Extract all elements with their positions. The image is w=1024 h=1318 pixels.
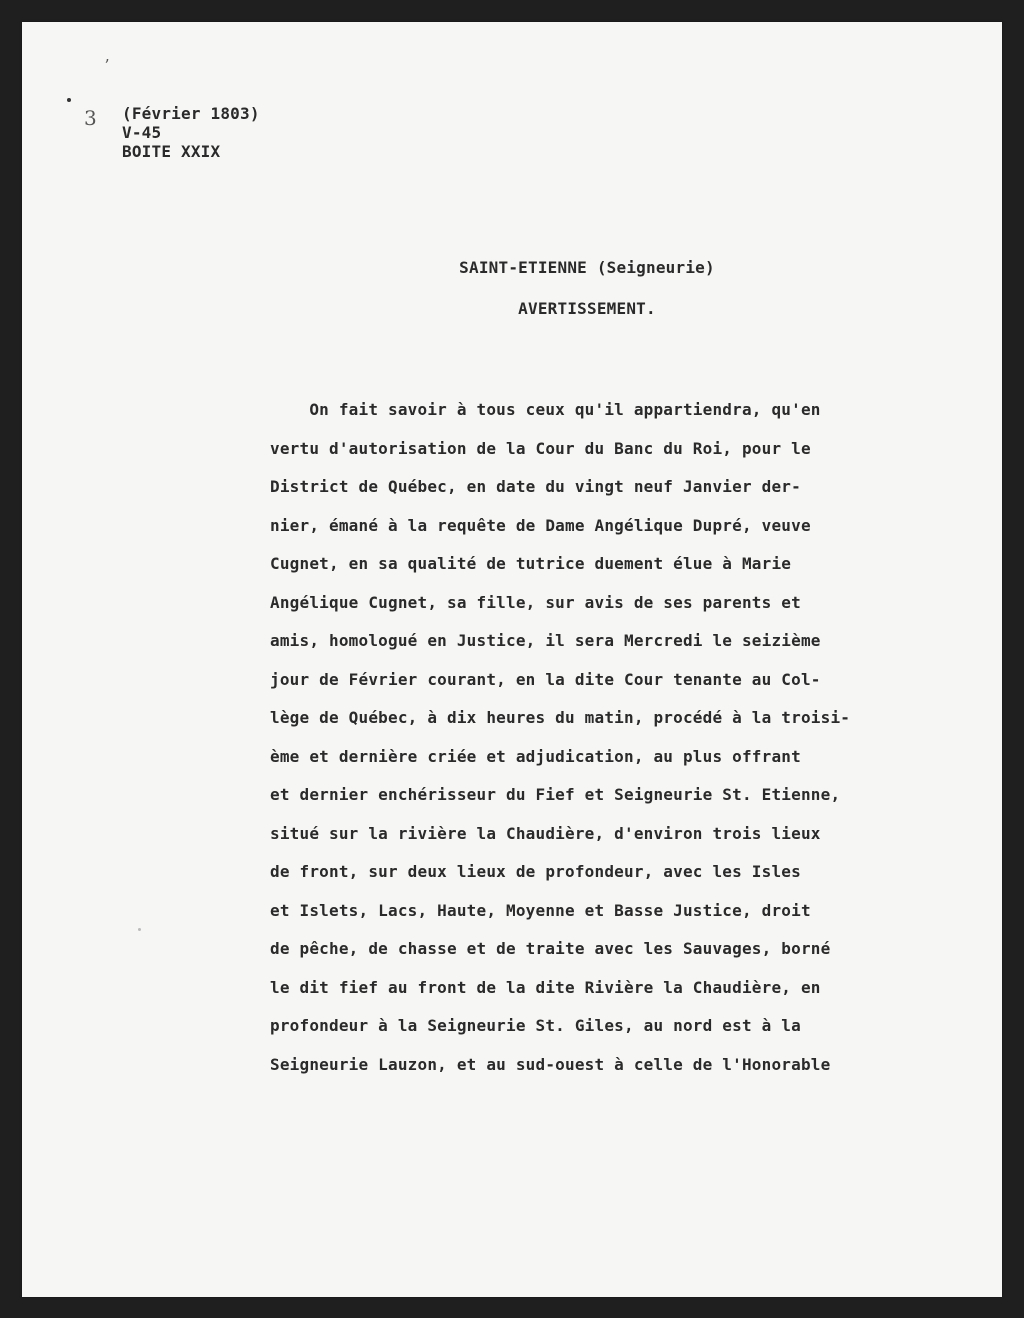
handwritten-page-number: 3 xyxy=(84,106,97,130)
document-page xyxy=(22,22,1002,1297)
body-line: ème et dernière criée et adjudication, au plus offrant xyxy=(270,746,801,766)
header-reference: V-45 xyxy=(122,123,162,142)
body-line: Angélique Cugnet, sa fille, sur avis de ses parents et xyxy=(270,592,801,612)
header-box: BOITE XXIX xyxy=(122,142,221,161)
body-line: amis, homologué en Justice, il sera Mercredi le seizième xyxy=(270,631,821,650)
body-line: Cugnet, en sa qualité de tutrice duement élue à Marie xyxy=(270,554,792,573)
body-line: On fait savoir à tous ceux qu'il appartiendra, qu'en xyxy=(270,400,821,419)
body-line: jour de Février courant, en la dite Cour tenante au Col- xyxy=(270,669,821,689)
paper-speck xyxy=(138,928,141,931)
body-line: lège de Québec, à dix heures du matin, procédé à la troisi- xyxy=(270,708,851,727)
body-line: de front, sur deux lieux de profondeur, avec les Isles xyxy=(270,862,801,881)
body-line: de pêche, de chasse et de traite avec les Sauvages, borné xyxy=(270,939,831,958)
body-line: et dernier enchérisseur du Fief et Seigneurie St. Etienne, xyxy=(270,785,841,804)
body-line: situé sur la rivière la Chaudière, d'environ trois lieux xyxy=(270,823,821,843)
pen-tick-mark: ʼ xyxy=(104,56,110,75)
body-line: nier, émané à la requête de Dame Angélique Dupré, veuve xyxy=(270,515,811,535)
header-date: (Février 1803) xyxy=(122,104,260,123)
body-line: profondeur à la Seigneurie St. Giles, au nord est à la xyxy=(270,1016,801,1035)
body-line: District de Québec, en date du vingt neuf Janvier der- xyxy=(270,477,801,496)
body-line: Seigneurie Lauzon, et au sud-ouest à celle de l'Honorable xyxy=(270,1054,831,1074)
body-line: le dit fief au front de la dite Rivière la Chaudière, en xyxy=(270,977,821,997)
document-subtitle: AVERTISSEMENT. xyxy=(518,299,656,318)
body-line: vertu d'autorisation de la Cour du Banc du Roi, pour le xyxy=(270,438,811,458)
document-title: SAINT-ETIENNE (Seigneurie) xyxy=(459,258,715,277)
notice-body xyxy=(270,391,850,1084)
body-line: et Islets, Lacs, Haute, Moyenne et Basse Justice, droit xyxy=(270,900,811,920)
archive-reference-header xyxy=(122,104,260,161)
ink-dot xyxy=(67,98,71,102)
